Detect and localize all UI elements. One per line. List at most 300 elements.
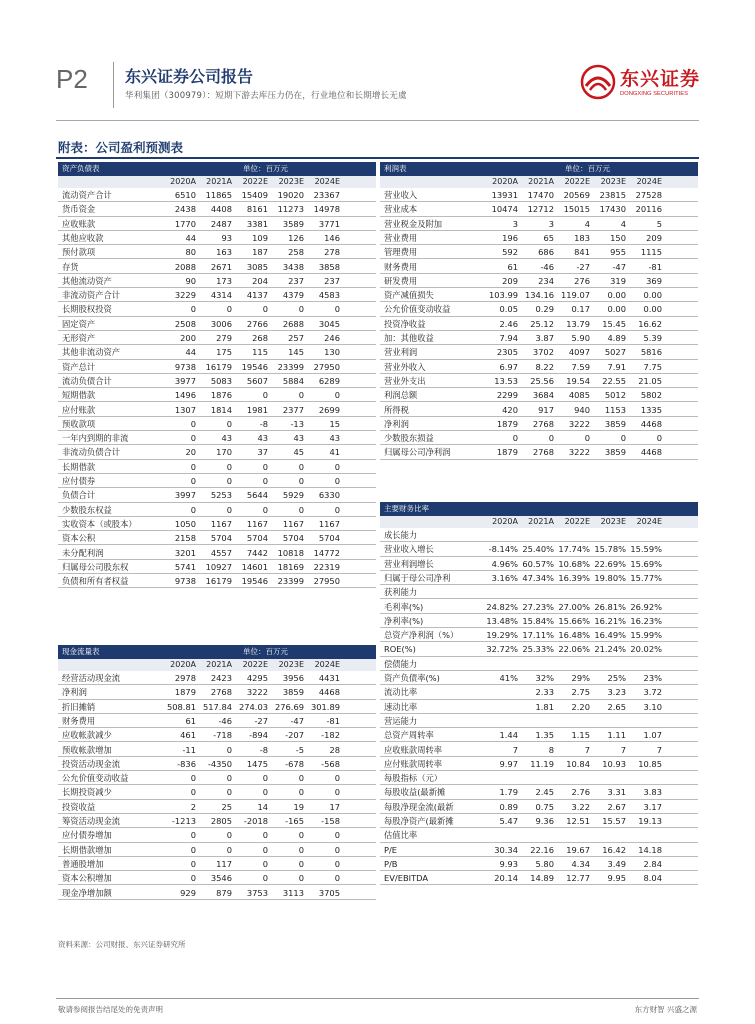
cashflow-cell: 0 bbox=[262, 830, 268, 841]
income-cell: 234 bbox=[538, 275, 554, 286]
ratios-cell: 10.84 bbox=[566, 758, 590, 769]
balance-row bbox=[58, 431, 376, 445]
ratios-row-label: 成长能力 bbox=[384, 530, 418, 540]
balance-cell: 15 bbox=[329, 418, 340, 429]
income-cell: 209 bbox=[646, 232, 662, 243]
ratios-cell: 2.76 bbox=[571, 787, 590, 798]
balance-cell: 0 bbox=[298, 504, 304, 515]
ratios-cell: 16.23% bbox=[630, 615, 662, 626]
cashflow-cell: 0 bbox=[298, 844, 304, 855]
cashflow-cell: 2978 bbox=[174, 673, 196, 683]
balance-cell: 175 bbox=[216, 347, 232, 358]
balance-cell: 4557 bbox=[210, 547, 232, 558]
ratios-row bbox=[380, 728, 698, 742]
balance-cell: 20 bbox=[185, 447, 196, 458]
ratios-row-label: 估值比率 bbox=[384, 830, 418, 841]
ratios-year-2021A: 2021A bbox=[528, 517, 554, 526]
ratios-cell: 3.49 bbox=[607, 858, 626, 869]
income-cell: 8.22 bbox=[535, 361, 554, 372]
income-cell: 209 bbox=[502, 275, 518, 286]
ratios-cell: 11.19 bbox=[530, 758, 554, 769]
income-cell: 420 bbox=[502, 404, 518, 415]
income-cell: 940 bbox=[574, 404, 590, 415]
income-cell: 7.91 bbox=[607, 361, 626, 372]
balance-year-2021A: 2021A bbox=[206, 177, 232, 186]
balance-cell: 1496 bbox=[174, 390, 196, 401]
income-cell: 20569 bbox=[563, 190, 590, 200]
balance-cell: 0 bbox=[226, 476, 232, 486]
income-row bbox=[380, 202, 698, 216]
balance-year-2023E: 2023E bbox=[278, 177, 304, 186]
ratios-row bbox=[380, 600, 698, 614]
balance-cell: 4583 bbox=[318, 290, 340, 301]
income-cell: 4468 bbox=[640, 447, 662, 458]
cashflow-cell: -836 bbox=[177, 758, 196, 769]
cashflow-cell: 3705 bbox=[318, 887, 340, 898]
income-cell: 16.62 bbox=[638, 318, 662, 329]
ratios-row bbox=[380, 700, 698, 714]
balance-year-2022E: 2022E bbox=[242, 177, 268, 186]
cashflow-cell: -894 bbox=[249, 730, 268, 741]
ratios-cell: 7 bbox=[512, 744, 518, 755]
balance-row-label: 其他非流动资产 bbox=[62, 347, 121, 358]
ratios-year-2022E: 2022E bbox=[564, 517, 590, 526]
balance-cell: 7442 bbox=[246, 547, 268, 558]
income-year-2022E: 2022E bbox=[564, 177, 590, 186]
cashflow-cell: -158 bbox=[321, 816, 340, 826]
income-cell: 0.00 bbox=[643, 304, 662, 315]
cashflow-row-label: 筹资活动现金流 bbox=[62, 816, 121, 826]
income-cell: 15015 bbox=[563, 204, 590, 215]
income-cell: 955 bbox=[610, 247, 626, 258]
balance-unit: 单位：百万元 bbox=[243, 164, 288, 173]
cashflow-row bbox=[58, 871, 376, 885]
balance-year-2020A: 2020A bbox=[170, 177, 196, 186]
cashflow-cell: 4431 bbox=[318, 673, 340, 683]
ratios-row bbox=[380, 857, 698, 871]
source-note: 资料来源：公司财报、东兴证券研究所 bbox=[58, 940, 186, 949]
income-cell: 2305 bbox=[496, 347, 518, 358]
balance-cell: 14601 bbox=[241, 561, 268, 572]
cashflow-row bbox=[58, 814, 376, 828]
ratios-cell: 23% bbox=[643, 673, 662, 683]
ratios-cell: 15.78% bbox=[594, 544, 626, 555]
balance-cell: 146 bbox=[324, 232, 340, 243]
ratios-row-label: ROE(%) bbox=[384, 644, 416, 655]
income-cell: 10474 bbox=[491, 204, 518, 215]
income-cell: 65 bbox=[543, 232, 554, 243]
cashflow-row-label: 现金净增加额 bbox=[62, 887, 112, 898]
cashflow-row-label: 净利润 bbox=[62, 687, 87, 698]
income-cell: 0 bbox=[584, 433, 590, 444]
balance-row bbox=[58, 546, 376, 560]
cashflow-cell: 879 bbox=[216, 887, 232, 898]
income-row bbox=[380, 188, 698, 202]
cashflow-cell: 0 bbox=[226, 844, 232, 855]
balance-cell: 200 bbox=[180, 333, 196, 343]
balance-cell: 0 bbox=[262, 504, 268, 515]
income-cell: -27 bbox=[576, 261, 590, 272]
ratios-cell: 16.39% bbox=[558, 572, 590, 583]
balance-cell: 3997 bbox=[174, 490, 196, 501]
income-cell: 19.54 bbox=[566, 375, 590, 386]
cashflow-cell: 2768 bbox=[210, 687, 232, 698]
ratios-cell: 16.48% bbox=[558, 630, 590, 641]
ratios-cell: 4.34 bbox=[571, 858, 590, 869]
income-cell: 592 bbox=[502, 247, 518, 258]
income-row-label: 营业收入 bbox=[384, 190, 418, 200]
balance-cell: 0 bbox=[262, 476, 268, 486]
income-cell: -81 bbox=[648, 261, 662, 272]
cashflow-row-label: 公允价值变动收益 bbox=[62, 773, 129, 784]
balance-cell: 268 bbox=[252, 333, 268, 343]
income-row-label: 公允价值变动收益 bbox=[384, 304, 451, 315]
cashflow-cell: 0 bbox=[190, 844, 196, 855]
ratios-cell: 0.75 bbox=[535, 801, 554, 812]
ratios-row bbox=[380, 571, 698, 585]
ratios-row-label: 总资产净利润（%） bbox=[384, 630, 459, 641]
balance-cell: 5607 bbox=[246, 375, 268, 386]
income-cell: 1879 bbox=[496, 447, 518, 458]
report-subtitle: 华利集团（300979）：短期下游去库压力仍在，行业地位和长期增长无虞 bbox=[125, 91, 407, 101]
income-row bbox=[380, 331, 698, 345]
balance-cell: 10818 bbox=[277, 547, 304, 558]
income-cell: 1153 bbox=[604, 404, 626, 415]
income-cell: 17470 bbox=[527, 190, 554, 200]
ratios-row bbox=[380, 557, 698, 571]
income-row-label: 少数股东损益 bbox=[384, 433, 434, 444]
balance-cell: 5083 bbox=[210, 375, 232, 386]
income-row bbox=[380, 345, 698, 359]
balance-cell: 3045 bbox=[318, 318, 340, 329]
balance-cell: 14978 bbox=[313, 204, 340, 215]
cashflow-cell: 0 bbox=[262, 858, 268, 869]
cashflow-row-label: 折旧摊销 bbox=[62, 701, 96, 712]
income-cell: 134.16 bbox=[524, 290, 554, 301]
cashflow-year-2023E: 2023E bbox=[278, 660, 304, 669]
cashflow-cell: 301.89 bbox=[310, 701, 340, 712]
balance-row bbox=[58, 331, 376, 345]
cashflow-cell: -8 bbox=[259, 744, 268, 755]
logo-mark-icon bbox=[580, 64, 616, 100]
cashflow-cell: 0 bbox=[262, 773, 268, 784]
income-cell: 17430 bbox=[599, 204, 626, 215]
ratios-cell: 2.33 bbox=[535, 687, 554, 698]
ratios-row bbox=[380, 542, 698, 556]
balance-row bbox=[58, 417, 376, 431]
balance-row bbox=[58, 217, 376, 231]
income-cell: 4 bbox=[584, 218, 590, 229]
logo-text-cn: 东兴证券 bbox=[620, 68, 701, 90]
income-cell: 7.59 bbox=[571, 361, 590, 372]
cashflow-cell: 276.69 bbox=[274, 701, 304, 712]
income-cell: 5027 bbox=[604, 347, 626, 358]
ratios-cell: 22.69% bbox=[594, 558, 626, 569]
ratios-cell: 16.42 bbox=[602, 844, 626, 855]
balance-cell: 43 bbox=[257, 433, 268, 444]
cashflow-cell: -27 bbox=[254, 715, 268, 726]
cashflow-cell: 517.84 bbox=[202, 701, 232, 712]
balance-row-label: 货币资金 bbox=[62, 204, 96, 215]
cashflow-cell: -5 bbox=[295, 744, 304, 755]
balance-cell: 258 bbox=[288, 247, 304, 258]
logo-text-en: DONGXING SECURITIES bbox=[620, 91, 688, 97]
income-cell: 0 bbox=[656, 433, 662, 444]
balance-cell: -13 bbox=[290, 418, 304, 429]
balance-cell: 22319 bbox=[313, 561, 340, 572]
balance-cell: 3858 bbox=[318, 261, 340, 272]
balance-cell: 37 bbox=[257, 447, 268, 458]
ratios-cell: 2.75 bbox=[571, 687, 590, 698]
balance-row-label: 应付债券 bbox=[62, 476, 96, 486]
cashflow-cell: 0 bbox=[262, 844, 268, 855]
income-cell: 6.97 bbox=[499, 361, 518, 372]
balance-row bbox=[58, 260, 376, 274]
balance-cell: 3438 bbox=[282, 261, 304, 272]
ratios-cell: 26.81% bbox=[594, 601, 626, 612]
balance-cell: 2377 bbox=[282, 404, 304, 415]
ratios-cell: 29% bbox=[571, 673, 590, 683]
income-title: 利润表 bbox=[384, 164, 407, 173]
cashflow-cell: 3956 bbox=[282, 673, 304, 683]
balance-cell: 19020 bbox=[277, 190, 304, 200]
ratios-row-label: 应付账款周转率 bbox=[384, 758, 443, 769]
income-cell: 25.12 bbox=[530, 318, 554, 329]
cashflow-cell: -718 bbox=[213, 730, 232, 741]
balance-cell: 0 bbox=[334, 304, 340, 315]
cashflow-cell: -182 bbox=[321, 730, 340, 741]
ratios-cell: 10.85 bbox=[638, 758, 662, 769]
balance-cell: 0 bbox=[298, 461, 304, 472]
cashflow-cell: 0 bbox=[298, 873, 304, 884]
cashflow-cell: 0 bbox=[298, 773, 304, 784]
balance-cell: 1167 bbox=[318, 518, 340, 529]
income-row-label: 营业利润 bbox=[384, 347, 418, 358]
balance-cell: 0 bbox=[334, 461, 340, 472]
income-cell: 20116 bbox=[635, 204, 662, 215]
ratios-cell: 15.99% bbox=[630, 630, 662, 641]
cashflow-row-label: 普通股增加 bbox=[62, 858, 104, 869]
income-row-label: 投资净收益 bbox=[384, 318, 426, 329]
ratios-row bbox=[380, 843, 698, 857]
balance-row-label: 应付账款 bbox=[62, 404, 96, 415]
ratios-cell: 1.44 bbox=[499, 730, 518, 741]
balance-row-label: 预收款项 bbox=[62, 418, 96, 429]
income-cell: 3.87 bbox=[535, 333, 554, 343]
balance-cell: 279 bbox=[216, 333, 232, 343]
cashflow-cell: 3222 bbox=[246, 687, 268, 698]
ratios-row bbox=[380, 714, 698, 728]
balance-cell: 5704 bbox=[282, 533, 304, 544]
cashflow-row bbox=[58, 771, 376, 785]
income-cell: 2768 bbox=[532, 447, 554, 458]
cashflow-cell: 0 bbox=[190, 830, 196, 841]
balance-row-label: 流动负债合计 bbox=[62, 375, 112, 386]
cashflow-row-label: 长期投资减少 bbox=[62, 787, 112, 798]
balance-cell: 5644 bbox=[246, 490, 268, 501]
income-cell: 4085 bbox=[568, 390, 590, 401]
balance-cell: 0 bbox=[190, 476, 196, 486]
cashflow-row bbox=[58, 757, 376, 771]
cashflow-cell: -81 bbox=[326, 715, 340, 726]
ratios-row-label: 资产负债率(%) bbox=[384, 673, 440, 683]
balance-cell: 0 bbox=[334, 504, 340, 515]
income-row bbox=[380, 274, 698, 288]
income-cell: 196 bbox=[502, 232, 518, 243]
balance-cell: 3229 bbox=[174, 290, 196, 301]
income-row bbox=[380, 231, 698, 245]
balance-row bbox=[58, 317, 376, 331]
balance-row bbox=[58, 574, 376, 588]
balance-row bbox=[58, 460, 376, 474]
cashflow-cell: 0 bbox=[226, 830, 232, 841]
balance-cell: 1981 bbox=[246, 404, 268, 415]
cashflow-row bbox=[58, 714, 376, 728]
balance-cell: 1050 bbox=[174, 518, 196, 529]
cashflow-cell: 0 bbox=[190, 873, 196, 884]
cashflow-cell: -207 bbox=[285, 730, 304, 741]
ratios-cell: 12.77 bbox=[566, 873, 590, 884]
income-cell: 4097 bbox=[568, 347, 590, 358]
ratios-cell: 15.57 bbox=[602, 816, 626, 826]
cashflow-cell: 2423 bbox=[210, 673, 232, 683]
balance-cell: 2508 bbox=[174, 318, 196, 329]
balance-cell: 9738 bbox=[174, 361, 196, 372]
balance-cell: 45 bbox=[293, 447, 304, 458]
income-cell: 1115 bbox=[640, 247, 662, 258]
ratios-row bbox=[380, 585, 698, 599]
ratios-row bbox=[380, 785, 698, 799]
ratios-cell: 15.59% bbox=[630, 544, 662, 555]
balance-row bbox=[58, 531, 376, 545]
cashflow-year-row bbox=[58, 659, 376, 671]
cashflow-cell: 0 bbox=[298, 858, 304, 869]
appendix-title: 附表：公司盈利预测表 bbox=[58, 140, 184, 155]
balance-cell: 257 bbox=[288, 333, 304, 343]
balance-cell: 44 bbox=[185, 347, 196, 358]
cashflow-row bbox=[58, 843, 376, 857]
ratios-row-label: 营业收入增长 bbox=[384, 544, 434, 555]
report-title: 东兴证券公司报告 bbox=[125, 67, 254, 86]
income-header-bar bbox=[380, 162, 698, 176]
cashflow-cell: -568 bbox=[321, 758, 340, 769]
ratios-row-label: 获利能力 bbox=[384, 587, 418, 598]
cashflow-cell: -47 bbox=[290, 715, 304, 726]
ratios-cell: 60.57% bbox=[522, 558, 554, 569]
income-row bbox=[380, 217, 698, 231]
balance-cell: 3085 bbox=[246, 261, 268, 272]
income-cell: -46 bbox=[540, 261, 554, 272]
cashflow-cell: 0 bbox=[190, 858, 196, 869]
balance-row-label: 短期借款 bbox=[62, 390, 96, 401]
balance-row-label: 预付款项 bbox=[62, 247, 96, 258]
ratios-cell: 12.51 bbox=[566, 816, 590, 826]
income-row bbox=[380, 403, 698, 417]
ratios-cell: 16.49% bbox=[594, 630, 626, 641]
ratios-cell: 3.72 bbox=[643, 687, 662, 698]
balance-row bbox=[58, 202, 376, 216]
income-cell: 21.05 bbox=[638, 375, 662, 386]
balance-cell: 2699 bbox=[318, 404, 340, 415]
ratios-row bbox=[380, 628, 698, 642]
balance-cell: 14772 bbox=[313, 547, 340, 558]
ratios-row-label: 每股净现金流(最新 bbox=[384, 801, 454, 812]
balance-cell: 0 bbox=[262, 461, 268, 472]
balance-cell: 2088 bbox=[174, 261, 196, 272]
balance-cell: 145 bbox=[288, 347, 304, 358]
ratios-row-label: 每股收益(最新摊 bbox=[384, 787, 446, 798]
cashflow-cell: 0 bbox=[334, 773, 340, 784]
cashflow-cell: -46 bbox=[218, 715, 232, 726]
cashflow-row bbox=[58, 743, 376, 757]
income-row-label: 财务费用 bbox=[384, 261, 418, 272]
cashflow-row-label: 投资活动现金流 bbox=[62, 758, 121, 769]
income-row bbox=[380, 317, 698, 331]
balance-cell: 204 bbox=[252, 275, 268, 286]
ratios-cell: 10.68% bbox=[558, 558, 590, 569]
ratios-row-label: 净利率(%) bbox=[384, 615, 424, 626]
balance-cell: 27950 bbox=[313, 361, 340, 372]
ratios-year-2020A: 2020A bbox=[492, 517, 518, 526]
balance-cell: 4408 bbox=[210, 204, 232, 215]
ratios-cell: 1.35 bbox=[535, 730, 554, 741]
income-cell: 3702 bbox=[532, 347, 554, 358]
balance-cell: 0 bbox=[190, 504, 196, 515]
balance-row-label: 长期股权投资 bbox=[62, 304, 112, 315]
ratios-cell: 4.96% bbox=[491, 558, 518, 569]
ratios-cell: 17.11% bbox=[522, 630, 554, 641]
ratios-cell: 15.69% bbox=[630, 558, 662, 569]
cashflow-cell: -1213 bbox=[171, 816, 196, 826]
balance-year-row bbox=[58, 176, 376, 188]
income-row-label: 归属母公司净利润 bbox=[384, 447, 451, 458]
ratios-cell: 25.40% bbox=[522, 544, 554, 555]
income-cell: 5816 bbox=[640, 347, 662, 358]
income-year-2023E: 2023E bbox=[600, 177, 626, 186]
income-cell: 0.00 bbox=[607, 290, 626, 301]
balance-cell: 1770 bbox=[174, 218, 196, 229]
balance-row-label: 实收资本（或股本） bbox=[62, 518, 137, 529]
balance-cell: 2766 bbox=[246, 318, 268, 329]
balance-row bbox=[58, 517, 376, 531]
income-row-label: 净利润 bbox=[384, 418, 409, 429]
balance-row bbox=[58, 403, 376, 417]
income-cell: 276 bbox=[574, 275, 590, 286]
cashflow-cell: 61 bbox=[185, 715, 196, 726]
income-cell: 917 bbox=[538, 404, 554, 415]
income-cell: 103.99 bbox=[488, 290, 518, 301]
income-cell: 319 bbox=[610, 275, 626, 286]
balance-cell: 10927 bbox=[205, 561, 232, 572]
ratios-row-label: P/E bbox=[384, 844, 398, 855]
ratios-cell: 7 bbox=[584, 744, 590, 755]
cashflow-cell: 4295 bbox=[246, 673, 268, 683]
ratios-cell: 8 bbox=[548, 744, 554, 755]
income-cell: 0.05 bbox=[499, 304, 518, 315]
income-row-label: 营业外收入 bbox=[384, 361, 426, 372]
balance-row-label: 流动资产合计 bbox=[62, 190, 112, 200]
balance-cell: 130 bbox=[324, 347, 340, 358]
balance-cell: 90 bbox=[185, 275, 196, 286]
balance-cell: 6330 bbox=[318, 490, 340, 501]
balance-cell: 115 bbox=[252, 347, 268, 358]
ratios-row-label: 每股指标（元） bbox=[384, 773, 443, 784]
balance-cell: 5704 bbox=[246, 533, 268, 544]
ratios-row bbox=[380, 871, 698, 885]
footer-rule bbox=[56, 998, 699, 999]
balance-cell: 16179 bbox=[205, 361, 232, 372]
income-cell: 0 bbox=[548, 433, 554, 444]
